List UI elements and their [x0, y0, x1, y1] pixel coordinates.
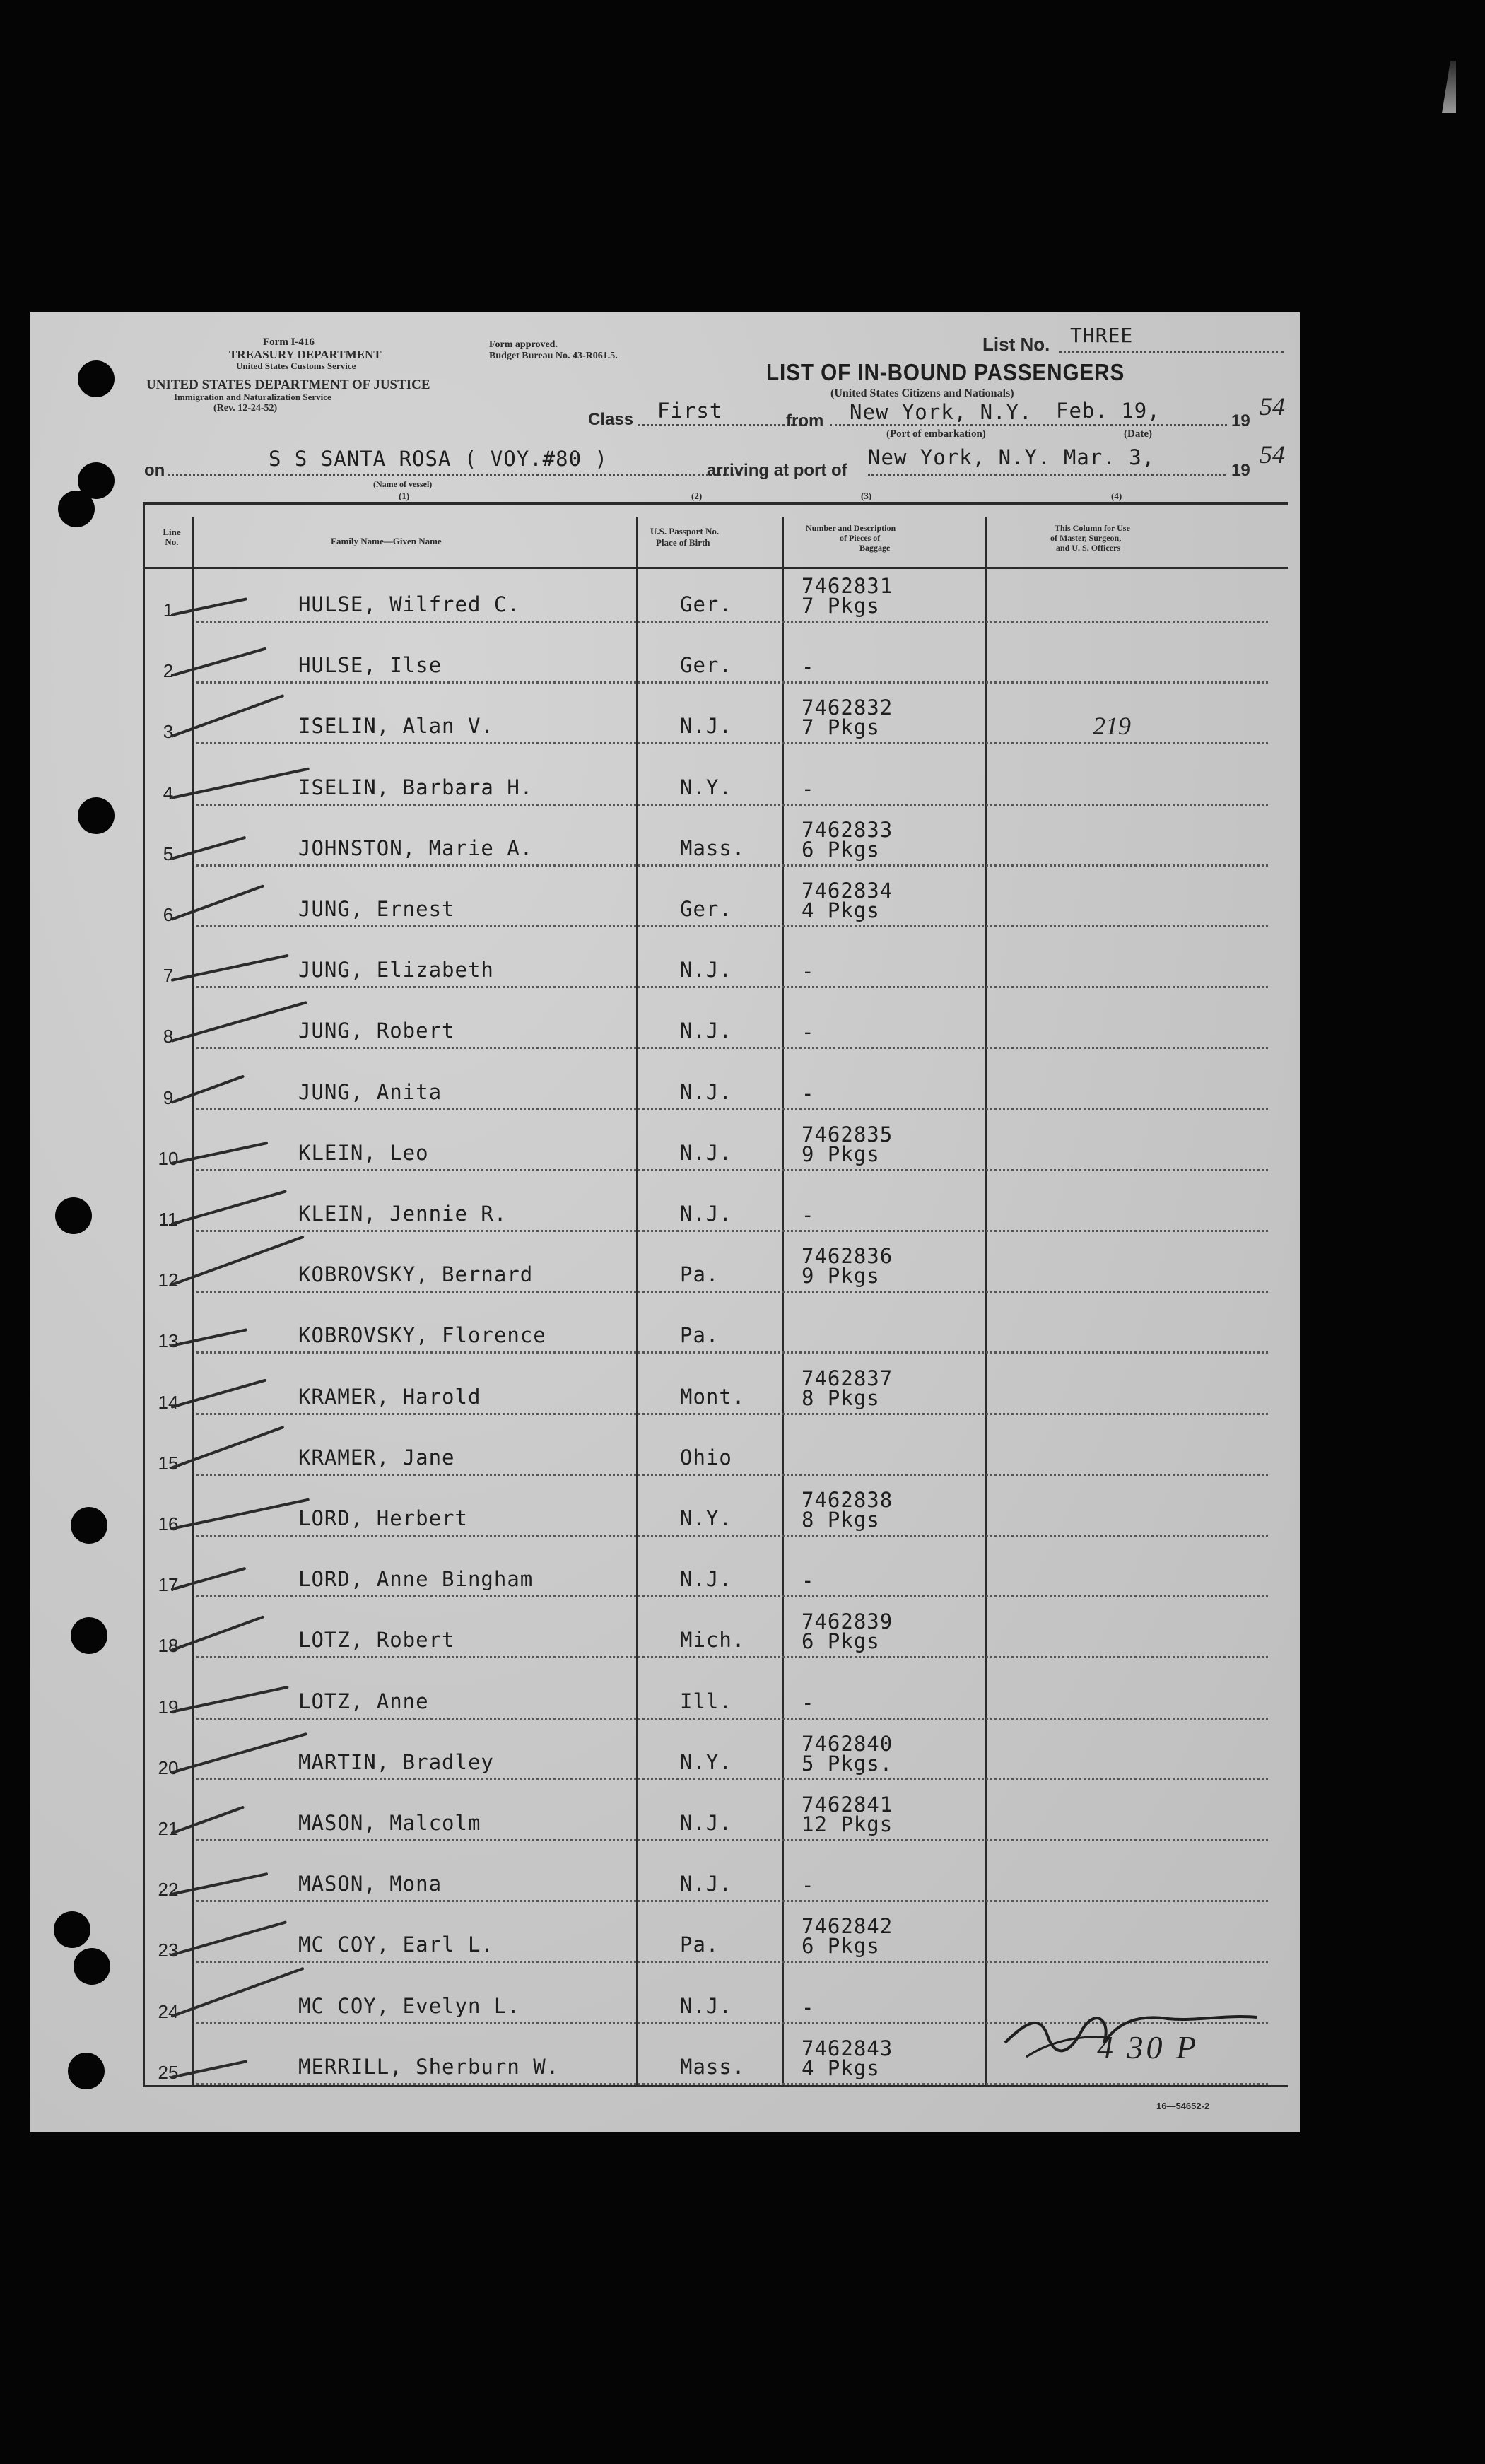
from-label: from: [786, 411, 824, 430]
header-officers-3: and U. S. Officers: [1056, 543, 1120, 553]
passenger-name: LORD, Anne Bingham: [298, 1567, 534, 1592]
check-mark: [170, 1190, 287, 1226]
passenger-row: [30, 934, 1288, 995]
col-num-2: (2): [691, 491, 703, 501]
baggage-pieces: 6 Pkgs: [802, 837, 880, 862]
col-num-3: (3): [861, 491, 872, 501]
birthplace: Mass.: [680, 2054, 746, 2079]
line-number: 19: [158, 1696, 179, 1718]
line-number: 16: [158, 1513, 179, 1535]
passenger-name: JUNG, Anita: [298, 1079, 442, 1104]
film-corner-mark: [1442, 61, 1456, 113]
vessel-name: S S SANTA ROSA ( VOY.#80 ): [269, 447, 608, 471]
baggage-pieces: -: [802, 655, 815, 679]
line-number: 13: [158, 1330, 179, 1352]
baggage-pieces: 8 Pkgs: [802, 1508, 880, 1532]
check-mark: [170, 1426, 284, 1469]
time-note: 4 30 P: [1097, 2029, 1199, 2065]
baggage-pieces: -: [802, 1203, 815, 1227]
arrival-year-prefix: 19: [1231, 461, 1250, 480]
revision-date: (Rev. 12-24-52): [213, 403, 278, 413]
check-mark: [170, 1966, 304, 2017]
check-mark: [170, 1236, 304, 1286]
header-baggage-1: Number and Description: [806, 523, 896, 533]
page-subtitle: (United States Citizens and Nationals): [830, 387, 1014, 399]
check-mark: [170, 1732, 307, 1774]
passenger-name: JUNG, Ernest: [298, 897, 455, 921]
col-num-1: (1): [399, 491, 410, 501]
birthplace: N.J.: [680, 1019, 732, 1043]
check-mark: [170, 1378, 266, 1408]
baggage-pieces: 9 Pkgs: [802, 1142, 880, 1166]
header-passport: U.S. Passport No.: [650, 526, 720, 536]
line-number: 4: [163, 782, 174, 804]
baggage-pieces: -: [802, 1081, 815, 1105]
passenger-row: [30, 1787, 1288, 1848]
passenger-name: JUNG, Robert: [298, 1019, 455, 1043]
check-mark: [170, 884, 264, 921]
header-officers-1: This Column for Use: [1055, 523, 1130, 533]
passenger-name: HULSE, Ilse: [298, 653, 442, 678]
passenger-row: [30, 1056, 1288, 1117]
form-code: 16—54652-2: [1156, 2101, 1210, 2111]
birthplace: N.J.: [680, 1567, 732, 1592]
customs-service: United States Customs Service: [236, 360, 356, 371]
passenger-name: MERRILL, Sherburn W.: [298, 2054, 560, 2079]
check-mark: [170, 1921, 287, 1957]
birthplace: Pa.: [680, 1932, 720, 1957]
check-mark: [171, 1872, 269, 1896]
header-line-no: Line No.: [163, 527, 181, 547]
passenger-name: MC COY, Earl L.: [298, 1932, 494, 1957]
page-title: LIST OF IN-BOUND PASSENGERS: [766, 359, 1125, 385]
punch-hole: [78, 360, 115, 397]
check-mark: [171, 954, 289, 982]
line-number: 22: [158, 1879, 179, 1901]
baggage-number: 7462837: [802, 1366, 893, 1390]
check-mark: [170, 1001, 307, 1043]
class-value: First: [657, 399, 723, 423]
birthplace: N.J.: [680, 1079, 732, 1104]
budget-bureau: Budget Bureau No. 43-R061.5.: [489, 351, 618, 361]
passenger-name: MARTIN, Bradley: [298, 1749, 494, 1774]
baggage-pieces: -: [802, 1873, 815, 1898]
line-number: 12: [158, 1269, 179, 1291]
birthplace: Mass.: [680, 835, 746, 860]
birthplace: Mont.: [680, 1384, 746, 1409]
line-number: 1: [163, 599, 174, 621]
line-number: 3: [163, 721, 174, 743]
baggage-number: 7462832: [802, 696, 893, 720]
passenger-row: [30, 1238, 1288, 1299]
line-number: 7: [163, 965, 174, 987]
line-number: 25: [158, 2061, 179, 2083]
passenger-row: [30, 1848, 1288, 1908]
line-number: 24: [158, 2000, 179, 2022]
header-baggage-3: Baggage: [859, 543, 891, 553]
line-number: 21: [158, 1818, 179, 1839]
passenger-row: [30, 1482, 1288, 1543]
passenger-row: [30, 629, 1288, 690]
baggage-number: 7462831: [802, 574, 893, 598]
check-mark: [170, 1616, 264, 1653]
birthplace: N.J.: [680, 714, 732, 739]
passenger-name: LOTZ, Robert: [298, 1628, 455, 1653]
year-prefix: 19: [1231, 411, 1250, 430]
birthplace: N.Y.: [680, 1749, 732, 1774]
baggage-pieces: 6 Pkgs: [802, 1629, 880, 1654]
passenger-name: LORD, Herbert: [298, 1506, 468, 1530]
birthplace: N.J.: [680, 1202, 732, 1226]
form-number: Form I-416: [263, 336, 315, 348]
baggage-number: 7462838: [802, 1488, 893, 1512]
line-number: 20: [158, 1756, 179, 1778]
passenger-name: MASON, Malcolm: [298, 1811, 481, 1835]
baggage-pieces: 7 Pkgs: [802, 594, 880, 618]
arrival-port: New York, N.Y. Mar. 3,: [868, 445, 1156, 469]
baggage-pieces: -: [802, 1568, 815, 1593]
birthplace: N.J.: [680, 958, 732, 982]
passenger-name: JUNG, Elizabeth: [298, 958, 494, 982]
vessel-caption: (Name of vessel): [373, 479, 433, 489]
passenger-row: [30, 1117, 1288, 1178]
baggage-number: 7462841: [802, 1793, 893, 1817]
passenger-row: [30, 873, 1288, 934]
birthplace: Ohio: [680, 1445, 732, 1469]
birthplace: N.J.: [680, 1872, 732, 1896]
baggage-pieces: 6 Pkgs: [802, 1934, 880, 1959]
passenger-name: ISELIN, Alan V.: [298, 714, 494, 739]
birthplace: N.J.: [680, 1993, 732, 2018]
baggage-pieces: 9 Pkgs: [802, 1264, 880, 1289]
baggage-pieces: 12 Pkgs: [802, 1812, 893, 1836]
birthplace: N.J.: [680, 1811, 732, 1835]
check-mark: [171, 1142, 269, 1165]
passenger-name: KLEIN, Leo: [298, 1140, 429, 1165]
header-officers-2: of Master, Surgeon,: [1050, 533, 1122, 543]
passenger-row: [30, 1908, 1288, 1969]
baggage-number: 7462843: [802, 2036, 893, 2060]
baggage-pieces: -: [802, 959, 815, 984]
birthplace: N.Y.: [680, 775, 732, 799]
header-baggage-2: of Pieces of: [840, 533, 881, 543]
birthplace: Mich.: [680, 1628, 746, 1653]
passenger-row: [30, 1421, 1288, 1482]
baggage-number: 7462842: [802, 1914, 893, 1939]
passenger-row: [30, 1604, 1288, 1665]
check-mark: [171, 1498, 310, 1530]
baggage-pieces: 8 Pkgs: [802, 1385, 880, 1410]
on-label: on: [144, 461, 165, 480]
passenger-row: [30, 1543, 1288, 1604]
line-number: 18: [158, 1635, 179, 1657]
line-number: 10: [158, 1147, 179, 1169]
passenger-name: JOHNSTON, Marie A.: [298, 835, 534, 860]
passenger-name: MC COY, Evelyn L.: [298, 1993, 520, 2018]
line-number: 14: [158, 1391, 179, 1413]
class-label: Class: [588, 410, 634, 429]
port-caption: (Port of embarkation): [886, 428, 986, 440]
passenger-row: [30, 1726, 1288, 1787]
list-no-label: List No.: [982, 334, 1050, 355]
baggage-pieces: -: [802, 776, 815, 801]
embarkation-date: Feb. 19,: [1056, 399, 1161, 423]
line-number: 5: [163, 843, 174, 864]
passenger-name: KRAMER, Harold: [298, 1384, 481, 1409]
passenger-name: KOBROVSKY, Bernard: [298, 1262, 534, 1287]
officer-note: 219: [1093, 712, 1131, 740]
header-name: Family Name—Given Name: [331, 536, 442, 546]
line-number: 2: [163, 660, 174, 682]
birthplace: N.J.: [680, 1140, 732, 1165]
embarkation-port: New York, N.Y.: [850, 400, 1033, 424]
baggage-number: 7462840: [802, 1731, 893, 1756]
baggage-pieces: 5 Pkgs.: [802, 1751, 893, 1776]
list-no-value: THREE: [1070, 324, 1134, 347]
date-caption: (Date): [1124, 428, 1152, 440]
baggage-number: 7462839: [802, 1609, 893, 1634]
baggage-pieces: -: [802, 1995, 815, 2019]
line-number: 9: [163, 1086, 174, 1108]
check-mark: [171, 1685, 289, 1713]
baggage-pieces: 4 Pkgs: [802, 898, 880, 922]
check-mark: [171, 767, 310, 799]
passenger-row: [30, 995, 1288, 1055]
doj-heading: UNITED STATES DEPARTMENT OF JUSTICE: [146, 377, 430, 392]
line-number: 23: [158, 1940, 179, 1961]
passenger-name: LOTZ, Anne: [298, 1689, 429, 1713]
arriving-label: arriving at port of: [707, 461, 847, 480]
passenger-name: HULSE, Wilfred C.: [298, 592, 520, 616]
passenger-name: KRAMER, Jane: [298, 1445, 455, 1469]
line-number: 8: [163, 1026, 174, 1048]
birthplace: N.Y.: [680, 1506, 732, 1530]
punch-hole: [58, 491, 95, 527]
embarkation-year: 54: [1260, 392, 1285, 421]
line-number: 15: [158, 1452, 179, 1474]
birthplace: Ger.: [680, 592, 732, 616]
col-num-4: (4): [1111, 491, 1122, 501]
form-approved: Form approved.: [489, 339, 558, 350]
baggage-number: 7462836: [802, 1244, 893, 1269]
baggage-number: 7462834: [802, 879, 893, 903]
birthplace: Pa.: [680, 1323, 720, 1348]
header-birthplace: Place of Birth: [656, 537, 710, 548]
passenger-row: [30, 751, 1288, 812]
passenger-row: [30, 1361, 1288, 1421]
passenger-row: [30, 1665, 1288, 1726]
line-number: 17: [158, 1574, 179, 1596]
passenger-name: MASON, Mona: [298, 1872, 442, 1896]
check-mark: [170, 694, 284, 738]
passenger-row: [30, 568, 1288, 629]
passenger-name: KOBROVSKY, Florence: [298, 1323, 546, 1348]
baggage-pieces: -: [802, 1020, 815, 1045]
passenger-name: KLEIN, Jennie R.: [298, 1202, 507, 1226]
birthplace: Ill.: [680, 1689, 732, 1713]
check-mark: [170, 647, 266, 677]
treasury-dept: TREASURY DEPARTMENT: [229, 348, 382, 361]
baggage-number: 7462835: [802, 1122, 893, 1146]
birthplace: Ger.: [680, 653, 732, 678]
arrival-year: 54: [1260, 440, 1285, 469]
passenger-row: [30, 812, 1288, 873]
baggage-pieces: 7 Pkgs: [802, 715, 880, 740]
baggage-pieces: 4 Pkgs: [802, 2055, 880, 2080]
baggage-pieces: -: [802, 1690, 815, 1715]
passenger-name: ISELIN, Barbara H.: [298, 775, 534, 799]
birthplace: Pa.: [680, 1262, 720, 1287]
line-number: 6: [163, 904, 174, 925]
ins-heading: Immigration and Naturalization Service: [174, 392, 331, 402]
birthplace: Ger.: [680, 897, 732, 921]
passenger-row: [30, 1299, 1288, 1360]
baggage-number: 7462833: [802, 817, 893, 842]
passenger-list-sheet: [30, 312, 1300, 2132]
passenger-row: [30, 1178, 1288, 1238]
line-number: 11: [158, 1209, 178, 1230]
